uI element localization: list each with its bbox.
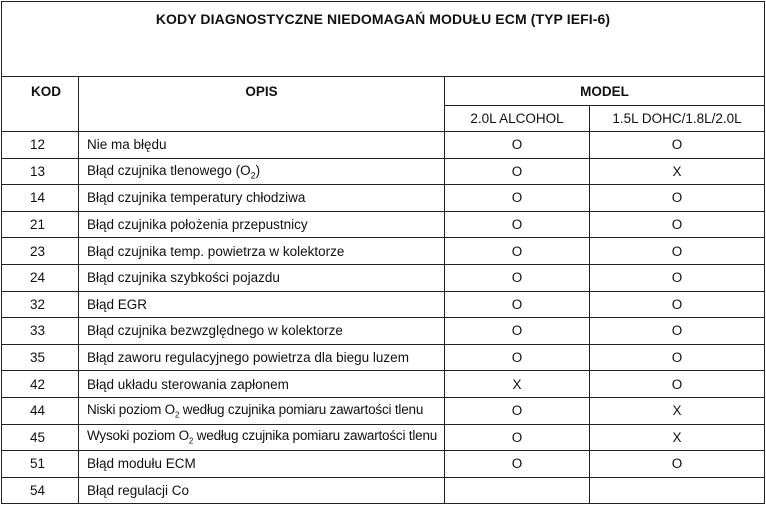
table-row	[2, 185, 765, 212]
description-cell: Błąd czujnika położenia przepustnicy	[79, 211, 445, 238]
code-cell: 32	[2, 291, 79, 318]
table-row	[2, 344, 765, 371]
description-text-end: według czujnika pomiaru zawartości tlenu	[179, 401, 424, 417]
model-b-mark: O	[590, 318, 765, 345]
description-cell: Błąd regulacji Co	[79, 477, 445, 504]
description-cell	[79, 397, 445, 424]
model-b-mark: O	[590, 185, 765, 212]
model-b-mark: O	[590, 132, 765, 159]
model-b-mark: O	[590, 371, 765, 398]
model-a-mark: O	[445, 397, 590, 424]
code-cell: 14	[2, 185, 79, 212]
model-a-mark: X	[445, 371, 590, 398]
model-b-mark: O	[590, 291, 765, 318]
model-a-mark: O	[445, 424, 590, 451]
description-text-end: według czujnika pomiaru zawartości tlenu	[193, 428, 438, 444]
description-cell	[79, 424, 445, 451]
model-b-mark: O	[590, 211, 765, 238]
table-row	[2, 291, 765, 318]
model-a-mark: O	[445, 451, 590, 478]
description-cell: Błąd czujnika szybkości pojazdu	[79, 264, 445, 291]
model-a-mark: O	[445, 211, 590, 238]
table-row	[2, 211, 765, 238]
code-cell: 44	[2, 397, 79, 424]
table-row	[2, 451, 765, 478]
description-cell: Błąd modułu ECM	[79, 451, 445, 478]
model-a-mark: O	[445, 238, 590, 265]
code-cell: 35	[2, 344, 79, 371]
model-a-mark: O	[445, 158, 590, 185]
model-b-mark: O	[590, 344, 765, 371]
model-b-mark: O	[590, 264, 765, 291]
subscript-2: 2	[174, 410, 180, 420]
subscript-2: 2	[188, 437, 194, 447]
code-cell: 54	[2, 477, 79, 504]
description-cell: Nie ma błędu	[79, 132, 445, 159]
description-cell: Błąd zaworu regulacyjnego powietrza dla biegu luzem	[79, 344, 445, 371]
code-cell: 33	[2, 318, 79, 345]
code-cell: 24	[2, 264, 79, 291]
table-title: KODY DIAGNOSTYCZNE NIEDOMAGAŃ MODUŁU ECM (TYP IEFI-6)	[155, 11, 611, 27]
subscript-2: 2	[250, 170, 256, 181]
table-row	[2, 264, 765, 291]
model-a-mark: O	[445, 264, 590, 291]
model-b-mark: O	[590, 238, 765, 265]
header-model: MODEL	[445, 77, 765, 106]
code-cell: 45	[2, 424, 79, 451]
description-cell: Błąd układu sterowania zapłonem	[79, 371, 445, 398]
model-b-mark: O	[590, 451, 765, 478]
description-text: Niski poziom O	[87, 401, 175, 417]
model-b-mark	[590, 477, 765, 504]
code-cell: 13	[2, 158, 79, 185]
description-text: Wysoki poziom O	[87, 428, 189, 444]
code-cell: 42	[2, 371, 79, 398]
code-cell: 51	[2, 451, 79, 478]
table-row	[2, 158, 765, 185]
table-row	[2, 477, 765, 504]
header-kod: KOD	[2, 77, 79, 132]
model-a-mark: O	[445, 344, 590, 371]
model-a-mark: O	[445, 291, 590, 318]
code-cell: 21	[2, 211, 79, 238]
description-cell: Błąd czujnika bezwzględnego w kolektorze	[79, 318, 445, 345]
header-model-dohc: 1.5L DOHC/1.8L/2.0L	[590, 106, 765, 132]
table-row	[2, 424, 765, 451]
description-cell: Błąd czujnika temp. powietrza w kolektorze	[79, 238, 445, 265]
code-cell: 23	[2, 238, 79, 265]
code-cell: 12	[2, 132, 79, 159]
model-b-mark: X	[590, 158, 765, 185]
model-a-mark: O	[445, 132, 590, 159]
table-row	[2, 397, 765, 424]
table-row	[2, 132, 765, 159]
model-b-mark: X	[590, 424, 765, 451]
model-a-mark	[445, 477, 590, 504]
header-model-alcohol: 2.0L ALCOHOL	[445, 106, 590, 132]
description-text: Błąd czujnika tlenowego (O	[87, 162, 251, 178]
model-b-mark: X	[590, 397, 765, 424]
table-row	[2, 318, 765, 345]
table-title-cell	[2, 2, 765, 77]
description-cell	[79, 158, 445, 185]
description-text-end: )	[255, 162, 261, 178]
diagnostic-codes-table	[1, 1, 765, 504]
description-cell: Błąd EGR	[79, 291, 445, 318]
table-row	[2, 238, 765, 265]
model-a-mark: O	[445, 318, 590, 345]
table-row	[2, 371, 765, 398]
description-cell: Błąd czujnika temperatury chłodziwa	[79, 185, 445, 212]
model-a-mark: O	[445, 185, 590, 212]
header-opis: OPIS	[79, 77, 445, 132]
